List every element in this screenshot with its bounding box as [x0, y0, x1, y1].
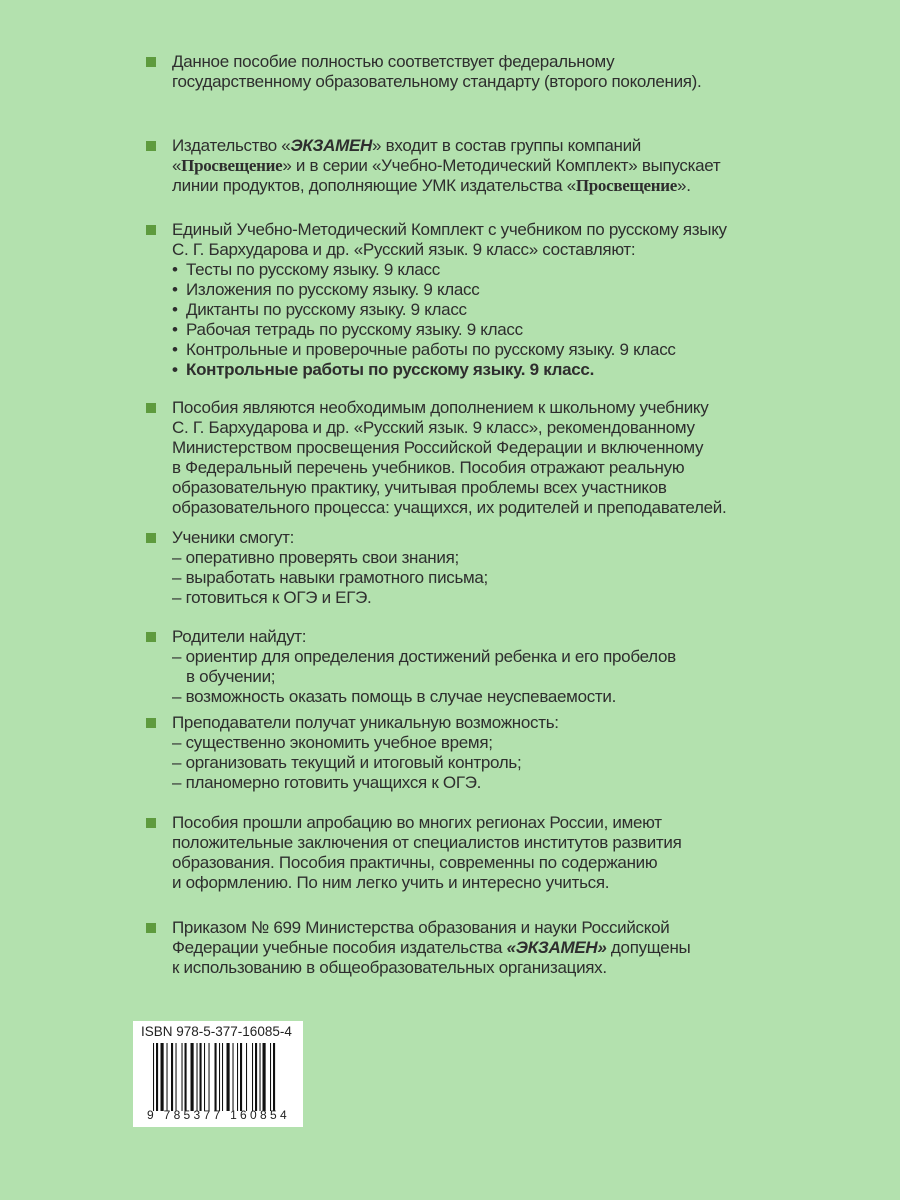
text-line: Преподаватели получат уникальную возможность: — [172, 713, 559, 732]
paragraph-description — [172, 398, 872, 518]
barcode-bar — [161, 1043, 164, 1111]
barcode-bars — [153, 1043, 297, 1111]
list-item — [172, 320, 872, 340]
paragraph-umk — [172, 220, 872, 380]
text-line: Министерством просвещения Российской Федерации и включенному — [172, 438, 704, 457]
barcode-bar — [237, 1043, 238, 1111]
text-line: – планомерно готовить учащихся к ОГЭ. — [172, 773, 482, 792]
text-line: – организовать текущий и итоговый контроль; — [172, 753, 522, 772]
text-line: образования. Пособия практичны, современны по содержанию — [172, 853, 658, 872]
barcode-bar — [215, 1043, 217, 1111]
text: » и в серии «Учебно-Методический Комплект» выпускает — [282, 156, 721, 175]
text-line: Пособия являются необходимым дополнением к школьному учебнику — [172, 398, 709, 417]
paragraph-approbation — [172, 813, 872, 893]
text-line: Единый Учебно-Методический Комплект с учебником по русскому языку — [172, 220, 727, 239]
text-line: государственному образовательному стандарту (второго поколения). — [172, 72, 702, 91]
barcode-bar — [182, 1043, 183, 1111]
text-line: в Федеральный перечень учебников. Пособия отражают реальную — [172, 458, 685, 477]
text-line — [172, 938, 872, 958]
text-line: Родители найдут: — [172, 627, 307, 646]
publisher-name: «ЭКЗАМЕН» — [506, 938, 607, 957]
text-line: Данное пособие полностью соответствует федеральному — [172, 52, 615, 71]
barcode-bar — [222, 1043, 223, 1111]
barcode-bar — [270, 1043, 271, 1111]
text: линии продуктов, дополняющие УМК издательства « — [172, 176, 576, 195]
barcode-bar — [252, 1043, 253, 1111]
text-line: положительные заключения от специалистов институтов развития — [172, 833, 682, 852]
text: ». — [677, 176, 691, 195]
prosveshchenie-name: Просвещение — [575, 176, 678, 195]
text-line: в обучении; — [186, 667, 276, 686]
list-item — [172, 300, 872, 320]
text: « — [172, 156, 182, 175]
isbn-text: ISBN 978-5-377-16085-4 — [141, 1024, 292, 1039]
paragraph-fgos — [172, 52, 872, 92]
paragraph-students — [172, 528, 872, 608]
text: Издательство « — [172, 136, 291, 155]
list-item-text: Диктанты по русскому языку. 9 класс — [186, 300, 467, 319]
green-square-bullet-icon — [146, 225, 156, 235]
barcode-bar — [273, 1043, 275, 1111]
list-item — [172, 340, 872, 360]
green-square-bullet-icon — [146, 818, 156, 828]
text-line — [172, 176, 872, 196]
bullet-icon: • — [172, 260, 178, 279]
green-square-bullet-icon — [146, 923, 156, 933]
barcode-bar — [176, 1043, 177, 1111]
text-line: – выработать навыки грамотного письма; — [172, 568, 488, 587]
bullet-icon: • — [172, 340, 178, 359]
barcode-bar — [219, 1043, 220, 1111]
paragraph-parents — [172, 627, 872, 707]
bullet-icon: • — [172, 360, 178, 379]
bullet-icon: • — [172, 300, 178, 319]
green-square-bullet-icon — [146, 533, 156, 543]
barcode-bar — [240, 1043, 242, 1111]
barcode-bar — [191, 1043, 194, 1111]
barcode-bar — [156, 1043, 158, 1111]
list-item — [172, 260, 872, 280]
list-item-text: Рабочая тетрадь по русскому языку. 9 класс — [186, 320, 523, 339]
text-line: к использованию в общеобразовательных организациях. — [172, 958, 607, 977]
list-item — [172, 280, 872, 300]
text-line: – оперативно проверять свои знания; — [172, 548, 459, 567]
barcode-bar — [227, 1043, 230, 1111]
barcode-bar — [153, 1043, 154, 1111]
barcode-bar — [200, 1043, 202, 1111]
barcode-bar — [204, 1043, 205, 1111]
green-square-bullet-icon — [146, 632, 156, 642]
list-item-current: • Контрольные работы по русскому языку. 9 класс. — [172, 360, 595, 379]
text-line — [172, 136, 872, 156]
list-item-text: Изложения по русскому языку. 9 класс — [186, 280, 480, 299]
barcode-bar — [197, 1043, 198, 1111]
barcode-digits: 9 785377 160854 — [147, 1108, 290, 1122]
text-line: – возможность оказать помощь в случае неуспеваемости. — [172, 687, 617, 706]
text-line: и оформлению. По ним легко учить и интересно учиться. — [172, 873, 610, 892]
paragraph-order — [172, 918, 872, 978]
text-line: – ориентир для определения достижений ребенка и его пробелов — [172, 647, 676, 666]
barcode-bar — [167, 1043, 168, 1111]
barcode-bar — [209, 1043, 210, 1111]
barcode-bar — [260, 1043, 261, 1111]
text-line: – готовиться к ОГЭ и ЕГЭ. — [172, 588, 372, 607]
text-line: С. Г. Бархударова и др. «Русский язык. 9 класс», рекомендованному — [172, 418, 695, 437]
text-line — [172, 156, 872, 176]
text: Федерации учебные пособия издательства — [172, 938, 507, 957]
bullet-icon: • — [172, 320, 178, 339]
bullet-icon: • — [172, 280, 178, 299]
publisher-name: ЭКЗАМЕН — [290, 136, 373, 155]
text-line: образовательного процесса: учащихся, их родителей и преподавателей. — [172, 498, 727, 517]
barcode-bar — [263, 1043, 266, 1111]
barcode-bar — [233, 1043, 234, 1111]
text-line: – существенно экономить учебное время; — [172, 733, 493, 752]
list-item-text: Тесты по русскому языку. 9 класс — [186, 260, 440, 279]
green-square-bullet-icon — [146, 141, 156, 151]
text-line: образовательную практику, учитывая проблемы всех участников — [172, 478, 667, 497]
text-line: Приказом № 699 Министерства образования и науки Российской — [172, 918, 670, 937]
list-item-text: Контрольные работы по русскому языку. 9 класс — [186, 360, 590, 379]
paragraph-teachers — [172, 713, 872, 793]
barcode-bar — [246, 1043, 247, 1111]
barcode-bar — [255, 1043, 257, 1111]
paragraph-publisher — [172, 136, 872, 196]
barcode-bar — [171, 1043, 173, 1111]
list-item-text: Контрольные и проверочные работы по русскому языку. 9 класс — [186, 340, 676, 359]
text-line: С. Г. Бархударова и др. «Русский язык. 9 класс» составляют: — [172, 240, 636, 259]
text: допущены — [606, 938, 691, 957]
text-line: Ученики смогут: — [172, 528, 295, 547]
green-square-bullet-icon — [146, 57, 156, 67]
text: » входит в состав группы компаний — [372, 136, 641, 155]
text-line: Пособия прошли апробацию во многих регионах России, имеют — [172, 813, 662, 832]
green-square-bullet-icon — [146, 718, 156, 728]
prosveshchenie-name: Просвещение — [181, 156, 283, 175]
barcode-bar — [185, 1043, 187, 1111]
isbn-barcode — [133, 1021, 303, 1127]
green-square-bullet-icon — [146, 403, 156, 413]
